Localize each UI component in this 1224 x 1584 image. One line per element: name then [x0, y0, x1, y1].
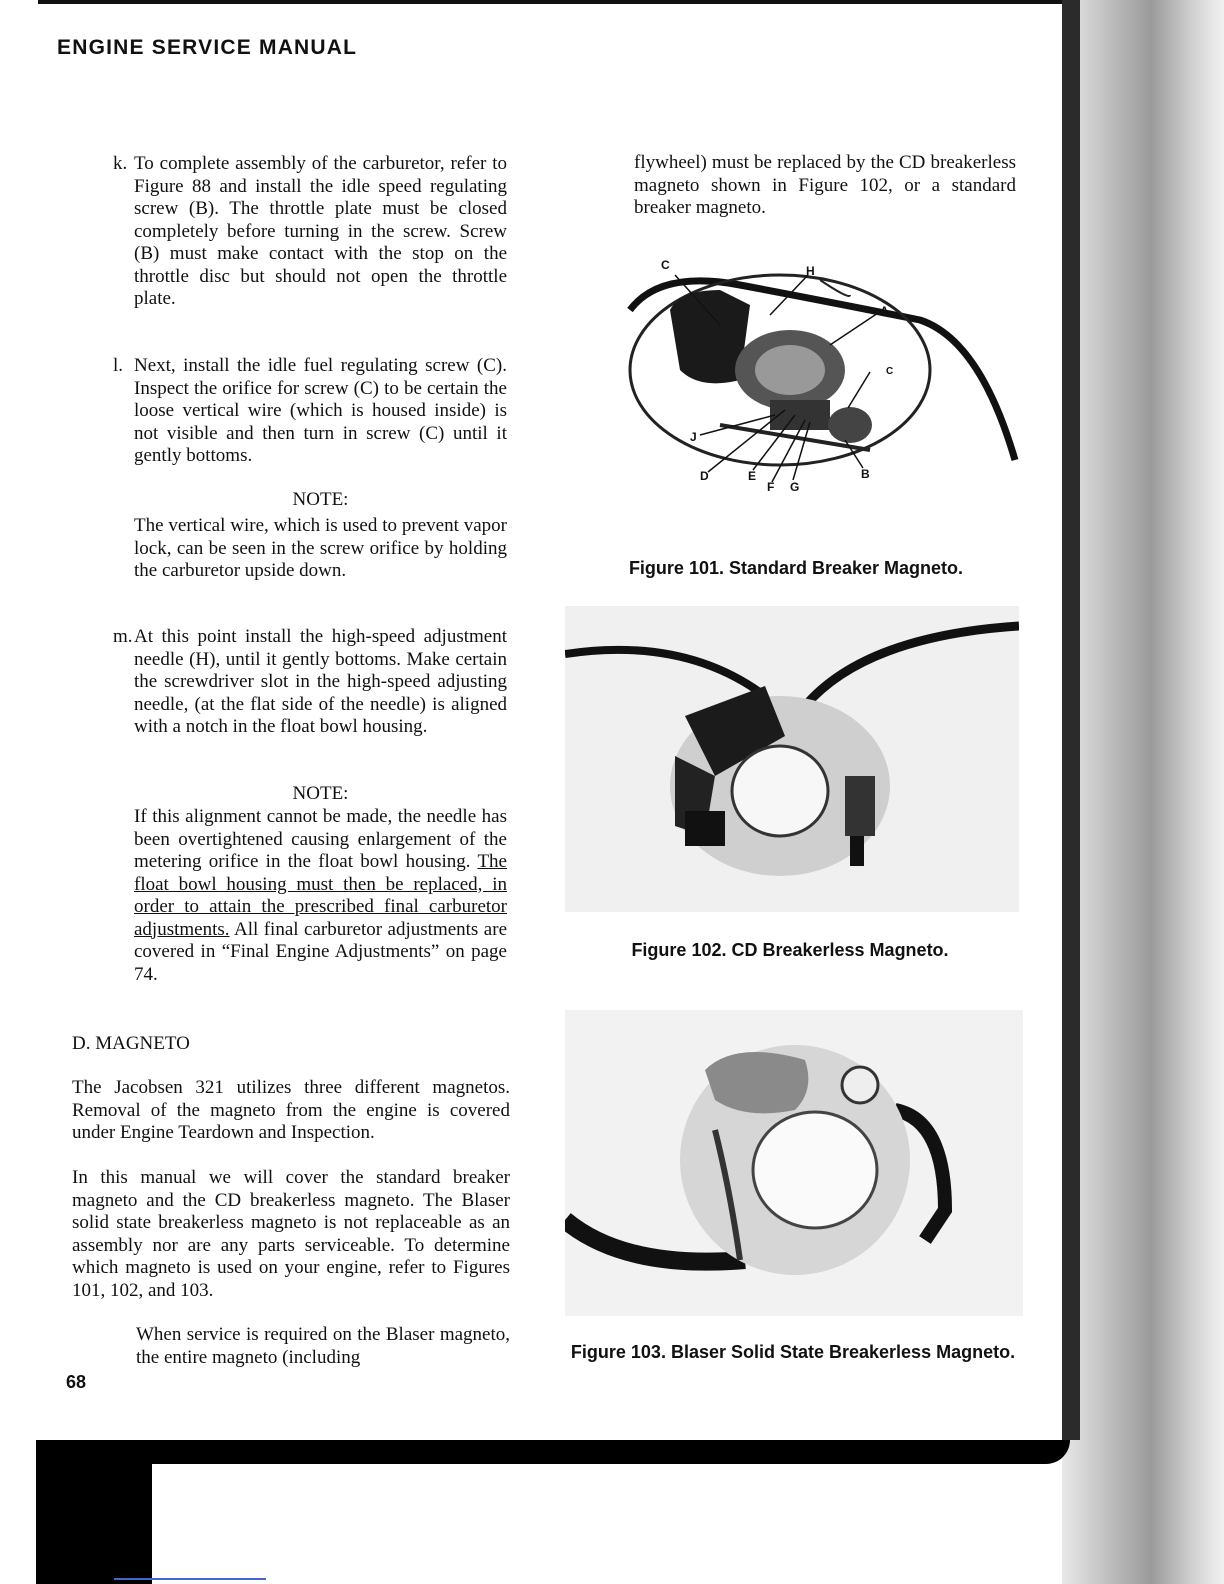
- figure-102-caption: Figure 102. CD Breakerless Magneto.: [631, 940, 949, 960]
- note-2-title: NOTE:: [292, 783, 349, 804]
- note-2-text-start: If this alignment cannot be made, the needle has been overtightened causing enlargement of the metering orifice in the float bowl housing.: [134, 806, 507, 872]
- top-rule: [38, 0, 1068, 4]
- note-2-text: [134, 806, 507, 986]
- note-1-title: NOTE:: [292, 489, 349, 510]
- bottom-black-block: [36, 1462, 152, 1584]
- paragraph-3: When service is required on the Blaser magneto, the entire magneto (including: [136, 1324, 510, 1368]
- standard-breaker-magneto-illustration: [620, 250, 1020, 505]
- item-l-letter: l.: [113, 355, 124, 376]
- label-h: H: [806, 264, 815, 278]
- item-k-letter: k.: [113, 153, 128, 174]
- bottom-blue-line: [114, 1578, 266, 1580]
- note-1-text: The vertical wire, which is used to prevent vapor lock, can be seen in the screw orifice by holding the carburetor upside down.: [134, 515, 507, 581]
- figure-101-photo: [620, 250, 1020, 505]
- label-f: F: [767, 480, 775, 494]
- figure-103-caption: Figure 103. Blaser Solid State Breakerless Magneto.: [570, 1342, 1016, 1362]
- item-m-letter: m.: [113, 626, 133, 647]
- note-2-text-end: All final carburetor adjustments are covered in “Final Engine Adjustments” on page 74.: [134, 918, 508, 985]
- page-number: 68: [66, 1372, 87, 1392]
- cd-breakerless-magneto-illustration: [565, 606, 1019, 912]
- label-c: C: [661, 258, 670, 272]
- section-heading: D. MAGNETO: [72, 1033, 190, 1054]
- figure-101-caption: Figure 101. Standard Breaker Magneto.: [628, 558, 964, 578]
- label-g: G: [790, 480, 800, 494]
- item-m-text: At this point install the high-speed adjustment needle (H), until it gently bottoms. Make certain the screwdriver slot in the high-speed adjusting needle, (at the flat side of the needle) is aligned with a notch in the float bowl housing.: [134, 626, 507, 737]
- label-e: E: [748, 469, 757, 483]
- bottom-black-band: [36, 1440, 1070, 1464]
- label-d: D: [700, 469, 709, 483]
- label-j: J: [690, 430, 697, 444]
- blaser-solid-state-magneto-illustration: [565, 1010, 1023, 1316]
- scan-edge-dark: [1062, 0, 1080, 1440]
- label-c2: C: [886, 366, 894, 377]
- paragraph-1: The Jacobsen 321 utilizes three different magnetos. Removal of the magneto from the engine is covered under Engine Teardown and Inspection.: [72, 1077, 510, 1143]
- paragraph-2: In this manual we will cover the standard breaker magneto and the CD breakerless magneto. The Blaser solid state breakerless magneto is not replaceable as an assembly nor are any parts serviceable. To determine which magneto is used on your engine, refer to Figures 101, 102, and 103.: [72, 1167, 510, 1301]
- item-k-text: To complete assembly of the carburetor, refer to Figure 88 and install the idle speed regulating screw (B). The throttle plate must be closed completely before turning in the screw. Screw (B) must make contact with the stop on the throttle disc but should not open the throttle plate.: [134, 153, 507, 309]
- item-l-text: Next, install the idle fuel regulating screw (C). Inspect the orifice for screw (C) to be certain the loose vertical wire (which is housed inside) is not visible and then turn in screw (C) until it gently bottoms.: [134, 355, 507, 466]
- scan-edge-shadow: [1062, 0, 1224, 1584]
- label-a: A: [880, 304, 889, 318]
- label-b: B: [861, 467, 870, 481]
- figure-102-photo: [565, 606, 1019, 912]
- figure-103-photo: [565, 1010, 1023, 1316]
- note-2-text-underlined: The float bowl housing must then be replaced, in order to attain the prescribed final carburetor adjustments.: [134, 851, 507, 940]
- running-header: ENGINE SERVICE MANUAL: [57, 36, 358, 59]
- continuation-text: flywheel) must be replaced by the CD breakerless magneto shown in Figure 102, or a standard breaker magneto.: [634, 152, 1016, 218]
